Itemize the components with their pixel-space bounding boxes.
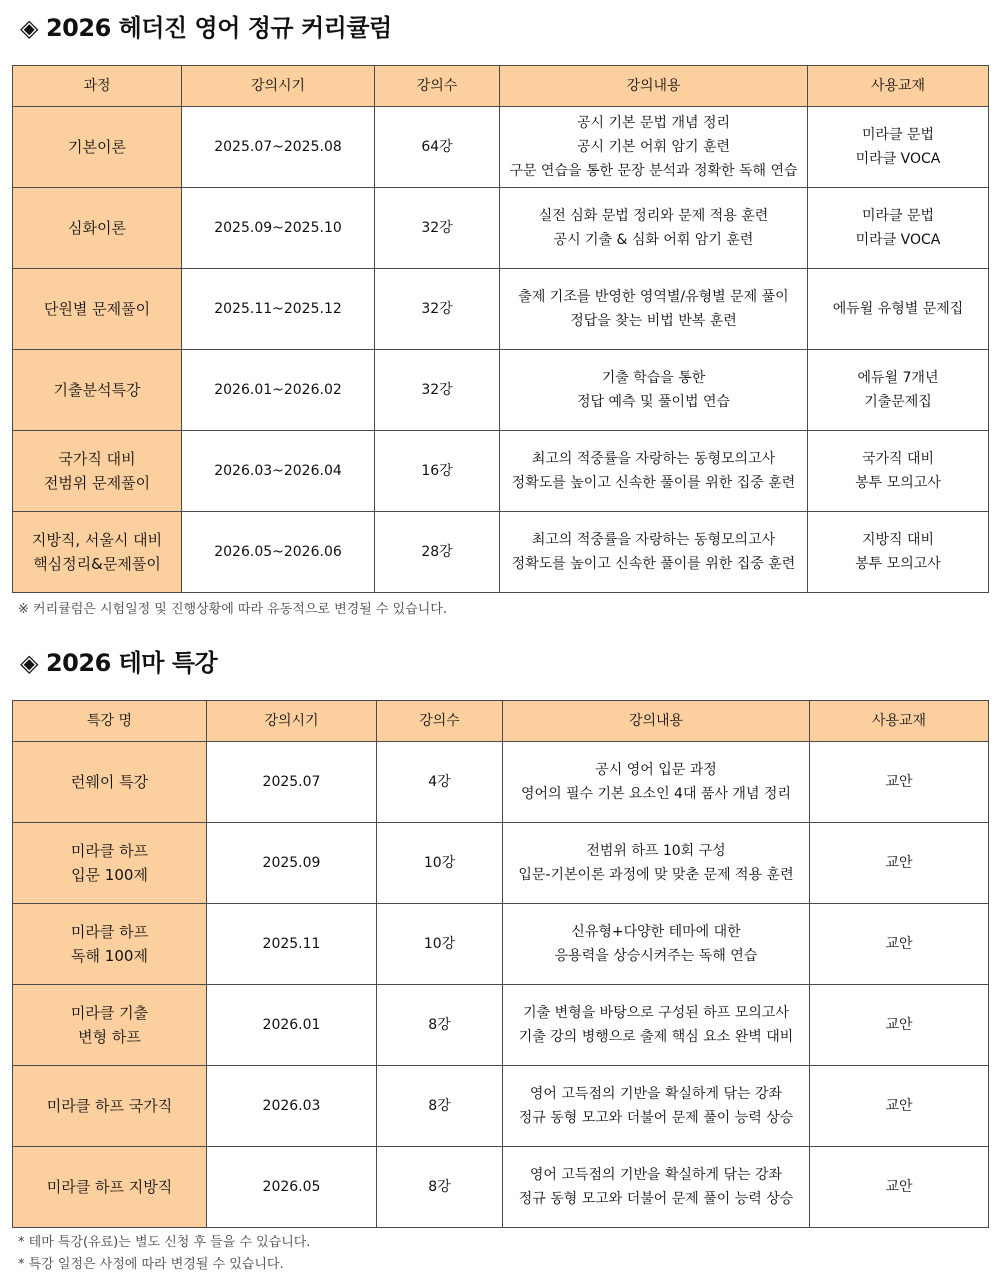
table-row xyxy=(13,350,989,431)
curriculum-note: ※ 커리큘럼은 시험일정 및 진행상황에 따라 유동적으로 변경될 수 있습니다. xyxy=(18,602,447,617)
textbook-cell xyxy=(808,431,989,512)
textbook-line: 기출문제집 xyxy=(864,394,932,410)
period-cell: 2025.09 xyxy=(207,823,377,904)
course-name-line: 런웨이 특강 xyxy=(70,773,149,791)
course-name-cell xyxy=(13,823,207,904)
content-line: 공시 기본 어휘 암기 훈련 xyxy=(576,139,731,155)
content-line: 신유형+다양한 테마에 대한 xyxy=(571,924,741,940)
content-line: 최고의 적중률을 자랑하는 동형모의고사 xyxy=(531,532,776,548)
theme-note-1: * 테마 특강(유료)는 별도 신청 후 들을 수 있습니다. xyxy=(18,1235,311,1250)
content-cell xyxy=(500,269,808,350)
textbook-cell xyxy=(810,823,989,904)
textbook-line: 국가직 대비 xyxy=(861,451,935,467)
table-row xyxy=(13,188,989,269)
period-cell: 2025.11~2025.12 xyxy=(182,269,375,350)
lecture-count-cell: 4강 xyxy=(377,742,503,823)
course-name-line: 핵심정리&문제풀이 xyxy=(33,555,161,573)
header-lecture-name: 특강 명 xyxy=(13,701,207,742)
period-cell: 2026.05 xyxy=(207,1147,377,1228)
course-name-cell xyxy=(13,512,182,593)
lecture-count-cell: 16강 xyxy=(375,431,500,512)
period-cell: 2025.09~2025.10 xyxy=(182,188,375,269)
content-line: 정답을 찾는 비법 반복 훈련 xyxy=(570,313,737,329)
period-cell: 2026.03~2026.04 xyxy=(182,431,375,512)
textbook-line: 교안 xyxy=(885,855,913,871)
course-name-line: 기본이론 xyxy=(68,138,126,156)
course-name-line: 독해 100제 xyxy=(71,947,148,965)
course-name-line: 단원별 문제풀이 xyxy=(43,300,151,318)
course-name-line: 변형 하프 xyxy=(78,1028,141,1046)
lecture-count-cell: 28강 xyxy=(375,512,500,593)
textbook-cell xyxy=(808,269,989,350)
content-cell xyxy=(500,107,808,188)
table-row xyxy=(13,1066,989,1147)
content-cell xyxy=(503,1147,810,1228)
course-name-line: 지방직, 서울시 대비 xyxy=(31,531,163,549)
lecture-count-cell: 10강 xyxy=(377,904,503,985)
content-line: 공시 기출 & 심화 어휘 암기 훈련 xyxy=(553,232,754,248)
textbook-line: 에듀윌 유형별 문제집 xyxy=(832,301,964,317)
table-row xyxy=(13,269,989,350)
header-course: 과정 xyxy=(13,66,182,107)
period-cell: 2026.01~2026.02 xyxy=(182,350,375,431)
lecture-count-cell: 8강 xyxy=(377,1147,503,1228)
textbook-line: 교안 xyxy=(885,774,913,790)
content-cell xyxy=(503,823,810,904)
textbook-line: 봉투 모의고사 xyxy=(855,475,941,491)
header-count: 강의수 xyxy=(377,701,503,742)
table-row xyxy=(13,1147,989,1228)
course-name-cell xyxy=(13,742,207,823)
content-cell xyxy=(503,1066,810,1147)
textbook-cell xyxy=(810,1147,989,1228)
theme-lecture-table xyxy=(12,700,989,1228)
theme-lecture-table-body xyxy=(13,742,989,1228)
course-name-cell xyxy=(13,904,207,985)
content-cell xyxy=(503,742,810,823)
section1-title xyxy=(20,13,392,43)
course-name-line: 미라클 하프 지방직 xyxy=(46,1178,173,1196)
table-header-row xyxy=(13,66,989,107)
course-name-line: 미라클 하프 xyxy=(70,923,149,941)
table-row xyxy=(13,512,989,593)
content-line: 전범위 하프 10회 구성 xyxy=(586,843,726,859)
textbook-cell xyxy=(810,742,989,823)
curriculum-table xyxy=(12,65,989,593)
header-period: 강의시기 xyxy=(182,66,375,107)
course-name-cell xyxy=(13,269,182,350)
textbook-line: 미라클 문법 xyxy=(861,127,935,143)
diamond-bullet-icon: ◈ xyxy=(20,649,38,677)
course-name-cell xyxy=(13,188,182,269)
lecture-count-cell: 64강 xyxy=(375,107,500,188)
textbook-cell xyxy=(808,188,989,269)
diamond-bullet-icon: ◈ xyxy=(20,14,38,42)
textbook-cell xyxy=(808,107,989,188)
content-cell xyxy=(500,512,808,593)
header-content: 강의내용 xyxy=(500,66,808,107)
textbook-cell xyxy=(808,350,989,431)
header-count: 강의수 xyxy=(375,66,500,107)
content-line: 영어 고득점의 기반을 확실하게 닦는 강좌 xyxy=(529,1167,783,1183)
period-cell: 2025.11 xyxy=(207,904,377,985)
textbook-line: 교안 xyxy=(885,1017,913,1033)
content-cell xyxy=(500,188,808,269)
lecture-count-cell: 32강 xyxy=(375,350,500,431)
textbook-line: 미라클 문법 xyxy=(861,208,935,224)
period-cell: 2025.07 xyxy=(207,742,377,823)
textbook-cell xyxy=(810,1066,989,1147)
content-line: 기출 강의 병행으로 출제 핵심 요소 완벽 대비 xyxy=(518,1029,794,1045)
table-row xyxy=(13,985,989,1066)
textbook-line: 미라클 VOCA xyxy=(855,232,941,248)
content-line: 정확도를 높이고 신속한 풀이를 위한 집중 훈련 xyxy=(511,475,796,491)
table-header-row xyxy=(13,701,989,742)
content-line: 영어 고득점의 기반을 확실하게 닦는 강좌 xyxy=(529,1086,783,1102)
content-line: 기출 변형을 바탕으로 구성된 하프 모의고사 xyxy=(523,1005,789,1021)
textbook-cell xyxy=(810,904,989,985)
course-name-cell xyxy=(13,431,182,512)
table-row xyxy=(13,107,989,188)
section2-title-text: 2026 테마 특강 xyxy=(45,649,218,677)
section2-title xyxy=(20,648,217,678)
table-row xyxy=(13,431,989,512)
period-cell: 2026.05~2026.06 xyxy=(182,512,375,593)
textbook-cell xyxy=(808,512,989,593)
content-cell xyxy=(503,904,810,985)
course-name-line: 국가직 대비 xyxy=(58,450,136,468)
course-name-line: 기출분석특강 xyxy=(53,381,141,399)
course-name-cell xyxy=(13,1066,207,1147)
content-line: 공시 영어 입문 과정 xyxy=(595,762,717,778)
textbook-line: 미라클 VOCA xyxy=(855,151,941,167)
lecture-count-cell: 32강 xyxy=(375,269,500,350)
header-book: 사용교재 xyxy=(810,701,989,742)
textbook-line: 지방직 대비 xyxy=(861,532,935,548)
lecture-count-cell: 8강 xyxy=(377,985,503,1066)
header-period: 강의시기 xyxy=(207,701,377,742)
lecture-count-cell: 10강 xyxy=(377,823,503,904)
lecture-count-cell: 32강 xyxy=(375,188,500,269)
header-content: 강의내용 xyxy=(503,701,810,742)
section1-title-text: 2026 헤더진 영어 정규 커리큘럼 xyxy=(45,14,392,42)
table-row xyxy=(13,823,989,904)
content-line: 응용력을 상승시켜주는 독해 연습 xyxy=(554,948,758,964)
textbook-line: 교안 xyxy=(885,936,913,952)
table-row xyxy=(13,904,989,985)
course-name-cell xyxy=(13,350,182,431)
content-line: 기출 학습을 통한 xyxy=(601,370,706,386)
period-cell: 2026.01 xyxy=(207,985,377,1066)
textbook-line: 봉투 모의고사 xyxy=(855,556,941,572)
content-line: 구문 연습을 통한 문장 분석과 정확한 독해 연습 xyxy=(509,163,798,179)
course-name-cell xyxy=(13,1147,207,1228)
course-name-line: 미라클 하프 xyxy=(70,842,149,860)
textbook-cell xyxy=(810,985,989,1066)
course-name-line: 미라클 하프 국가직 xyxy=(46,1097,173,1115)
course-name-line: 전범위 문제풀이 xyxy=(43,474,151,492)
textbook-line: 에듀윌 7개년 xyxy=(857,370,939,386)
theme-note-2: * 특강 일정은 사정에 따라 변경될 수 있습니다. xyxy=(18,1257,284,1272)
course-name-line: 심화이론 xyxy=(68,219,126,237)
period-cell: 2026.03 xyxy=(207,1066,377,1147)
curriculum-table-body xyxy=(13,107,989,593)
period-cell: 2025.07~2025.08 xyxy=(182,107,375,188)
lecture-count-cell: 8강 xyxy=(377,1066,503,1147)
content-line: 정규 동형 모고와 더불어 문제 풀이 능력 상승 xyxy=(518,1191,794,1207)
content-line: 영어의 필수 기본 요소인 4대 품사 개념 정리 xyxy=(521,786,791,802)
course-name-line: 입문 100제 xyxy=(71,866,148,884)
content-line: 최고의 적중률을 자랑하는 동형모의고사 xyxy=(531,451,776,467)
course-name-line: 미라클 기출 xyxy=(70,1004,149,1022)
content-line: 정규 동형 모고와 더불어 문제 풀이 능력 상승 xyxy=(518,1110,794,1126)
header-book: 사용교재 xyxy=(808,66,989,107)
content-cell xyxy=(500,431,808,512)
content-line: 출제 기조를 반영한 영역별/유형별 문제 풀이 xyxy=(518,289,789,305)
content-line: 정답 예측 및 풀이법 연습 xyxy=(576,394,731,410)
table-row xyxy=(13,742,989,823)
course-name-cell xyxy=(13,985,207,1066)
content-line: 공시 기본 문법 개념 정리 xyxy=(576,115,731,131)
textbook-line: 교안 xyxy=(885,1098,913,1114)
content-cell xyxy=(503,985,810,1066)
content-cell xyxy=(500,350,808,431)
textbook-line: 교안 xyxy=(885,1179,913,1195)
content-line: 정확도를 높이고 신속한 풀이를 위한 집중 훈련 xyxy=(511,556,796,572)
content-line: 입문-기본이론 과정에 맞 맞춘 문제 적용 훈련 xyxy=(518,867,794,883)
content-line: 실전 심화 문법 정리와 문제 적용 훈련 xyxy=(538,208,769,224)
course-name-cell xyxy=(13,107,182,188)
